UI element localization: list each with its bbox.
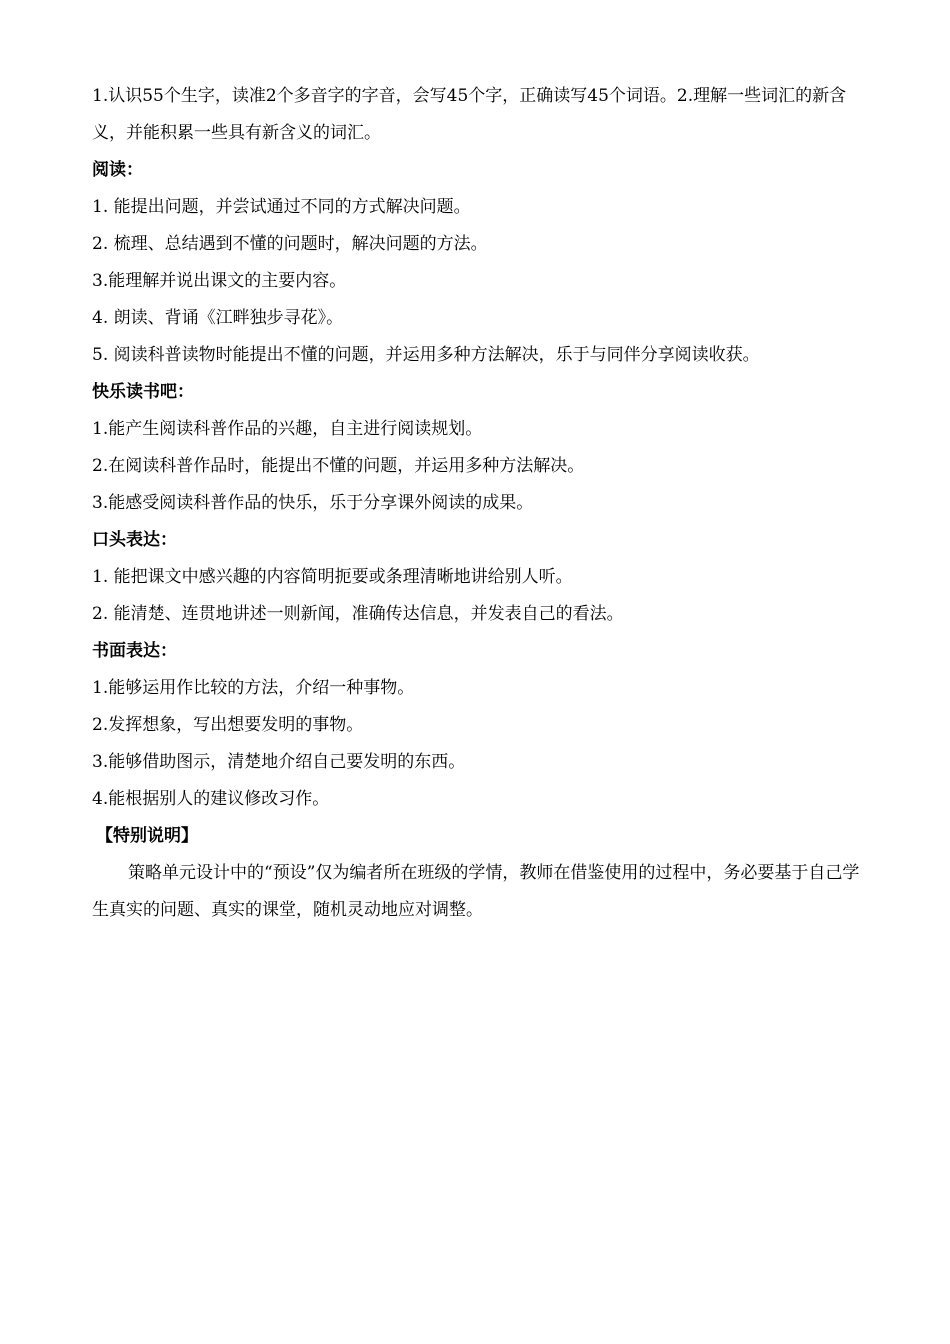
list-item: 2.发挥想象，写出想要发明的事物。 <box>92 715 364 735</box>
section-heading-written-expression: 书面表达： <box>92 641 177 661</box>
list-item: 4. 朗读、背诵《江畔独步寻花》。 <box>92 308 344 328</box>
intro-paragraph: 1.认识55个生字，读准2个多音字的字音，会写45个字，正确读写45个词语。2.理解一些词汇的新含义，并能积累一些具有新含义的词汇。 <box>92 86 847 143</box>
section-written-expression <box>92 633 862 818</box>
list-item: 3.能理解并说出课文的主要内容。 <box>92 271 347 291</box>
section-heading-happy-reading: 快乐读书吧： <box>92 382 194 402</box>
note-heading: 【特别说明】 <box>96 826 198 846</box>
list-item: 3.能够借助图示，清楚地介绍自己要发明的东西。 <box>92 752 466 772</box>
section-happy-reading <box>92 374 862 522</box>
list-item: 2. 梳理、总结遇到不懂的问题时，解决问题的方法。 <box>92 234 488 254</box>
note-body: 策略单元设计中的“预设”仅为编者所在班级的学情，教师在借鉴使用的过程中，务必要基于自己学生真实的问题、真实的课堂，随机灵动地应对调整。 <box>92 863 860 920</box>
list-item: 1.能产生阅读科普作品的兴趣，自主进行阅读规划。 <box>92 419 483 439</box>
list-item: 1. 能把课文中感兴趣的内容简明扼要或条理清晰地讲给别人听。 <box>92 567 573 587</box>
list-item: 2. 能清楚、连贯地讲述一则新闻，准确传达信息，并发表自己的看法。 <box>92 604 624 624</box>
list-item: 5. 阅读科普读物时能提出不懂的问题，并运用多种方法解决，乐于与同伴分享阅读收获。 <box>92 345 760 365</box>
section-oral-expression <box>92 522 862 633</box>
list-item: 1.能够运用作比较的方法，介绍一种事物。 <box>92 678 415 698</box>
list-item: 1. 能提出问题，并尝试通过不同的方式解决问题。 <box>92 197 471 217</box>
section-reading <box>92 152 862 374</box>
list-item: 2.在阅读科普作品时，能提出不懂的问题，并运用多种方法解决。 <box>92 456 585 476</box>
special-note <box>92 818 862 929</box>
list-item: 3.能感受阅读科普作品的快乐，乐于分享课外阅读的成果。 <box>92 493 534 513</box>
document-page <box>92 78 862 929</box>
section-heading-reading: 阅读： <box>92 160 143 180</box>
list-item: 4.能根据别人的建议修改习作。 <box>92 789 330 809</box>
section-heading-oral-expression: 口头表达： <box>92 530 177 550</box>
